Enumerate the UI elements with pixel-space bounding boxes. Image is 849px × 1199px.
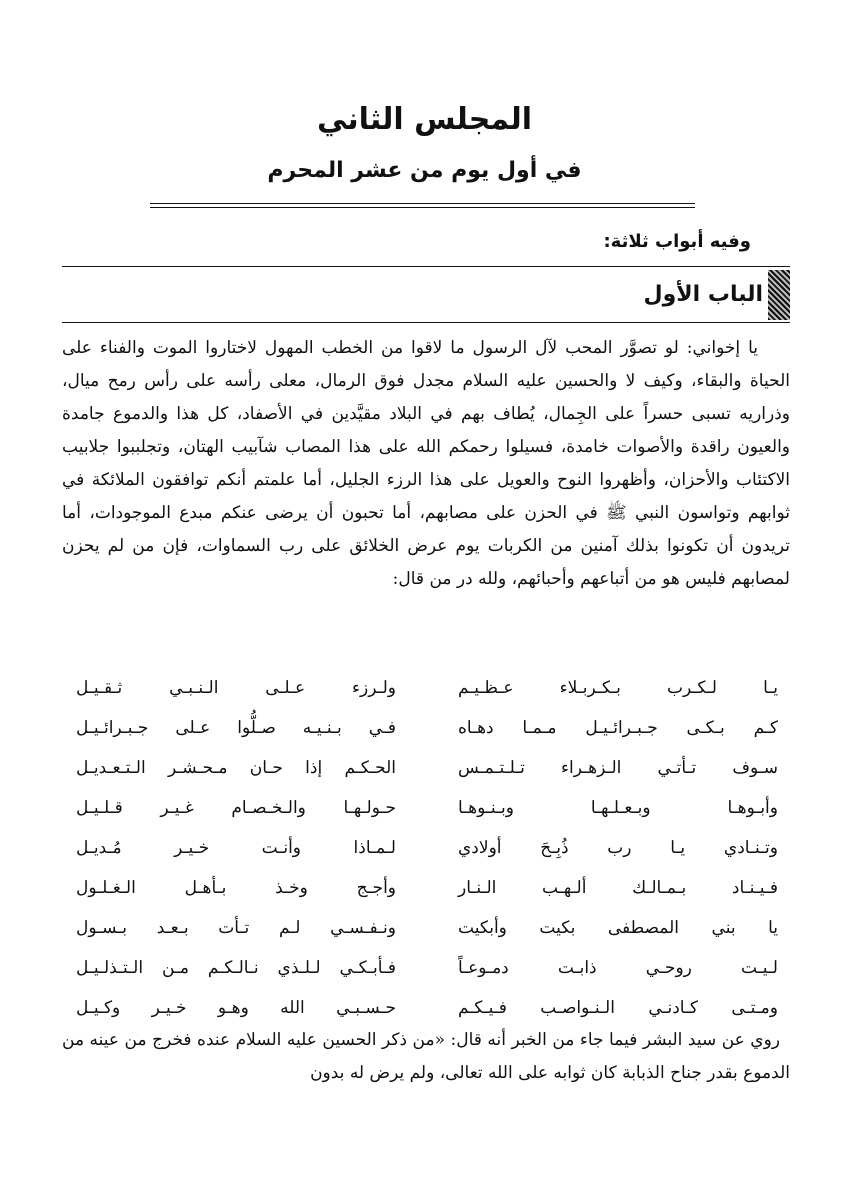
poem-verse xyxy=(62,988,790,1028)
chapter-title: الباب الأول xyxy=(643,282,763,307)
verse-first-hemistich: لـيـت روحـي ذابـت دمـوعـاً xyxy=(458,958,778,978)
poem-verse xyxy=(62,748,790,788)
verse-first-hemistich: كـم بـكـى جـبـرائـيـل مـمـا دهـاه xyxy=(458,718,778,738)
poem-verse xyxy=(62,868,790,908)
verse-second-hemistich: وأجـج وخـذ بـأهـل الـغـلـول xyxy=(76,878,396,898)
verse-first-hemistich: يا بني المصطفى بكيت وأبكيت xyxy=(458,918,778,938)
closing-paragraph: روي عن سيد البشر فيما جاء من الخبر أنه قال: «من ذكر الحسين عليه السلام عنده فخرج من عينه من الدموع بقدر جناح الذبابة كان ثوابه على الله تعالى، ولم يرض له بدون xyxy=(62,1030,790,1083)
title-double-rule xyxy=(150,203,695,208)
verse-second-hemistich: حـولـهـا والـخـصـام غـيـر قـلـيـل xyxy=(76,798,396,818)
poem-verse xyxy=(62,948,790,988)
verse-second-hemistich: لـمـاذا وأنـت خـيـر مُـديـل xyxy=(76,838,396,858)
verse-first-hemistich: وأبـوهـا وبـعـلـهـا وبـنـوهـا xyxy=(458,798,778,818)
verse-second-hemistich: ولـرزء عـلـى الـنـبـي ثـقـيـل xyxy=(76,678,396,698)
verse-second-hemistich: الحـكـم إذا حـان مـحـشـر الـتـعـديـل xyxy=(76,758,396,778)
verse-first-hemistich: وتـنـادي يـا رب ذُبِـحَ أولادي xyxy=(458,838,778,858)
poem-verse xyxy=(62,788,790,828)
poem-verse xyxy=(62,828,790,868)
chapter-rule-top xyxy=(62,266,790,267)
verse-second-hemistich: فـأبـكـي لـلـذي نـالـكـم مـن الـتـذلـيـل xyxy=(76,958,396,978)
closing-text xyxy=(62,1024,790,1090)
chapter-marker-icon xyxy=(768,270,790,320)
verse-first-hemistich: ومـتـى كـادنـي الـنـواصـب فـيـكـم xyxy=(458,998,778,1018)
page-title: المجلس الثاني xyxy=(316,102,533,137)
body-text xyxy=(62,332,790,596)
page-subtitle: في أول يوم من عشر المحرم xyxy=(267,158,582,183)
verse-second-hemistich: فـي بـنـيـه صـلُّوا عـلى جـبـرائـيـل xyxy=(76,718,396,738)
intro-line: وفيه أبواب ثلاثة: xyxy=(603,231,751,252)
verse-first-hemistich: فـيـنـاد بـمـالـك ألـهـب الـنـار xyxy=(458,878,778,898)
verse-first-hemistich: سـوف تـأتـي الـزهـراء تـلـتـمـس xyxy=(458,758,778,778)
chapter-rule-bottom xyxy=(62,322,790,323)
verse-second-hemistich: ونـفـسـي لـم تـأت بـعـد بـسـول xyxy=(76,918,396,938)
poem-verse xyxy=(62,708,790,748)
verse-first-hemistich: يـا لـكـرب بـكـربـلاء عـظـيـم xyxy=(458,678,778,698)
poem-verse xyxy=(62,908,790,948)
poem-verse xyxy=(62,668,790,708)
body-paragraph: يا إخواني: لو تصوَّر المحب لآل الرسول ما لاقوا من الخطب المهول لاختاروا الموت والفناء على الحياة والبقاء، وكيف لا والحسين عليه السلام مجدل فوق الرمال، معلى رأسه على رأس رمح ميال، وذراريه تسبى حسراً على الجِمال، يُطاف بهم في البلاد مقيَّدين في الأصفاد، كل هذا والدموع جامدة والعيون راقدة والأصوات خامدة، فسيلوا رحمكم الله على هذا المصاب شآبيب الهتان، وتجلببوا جلابيب الاكتئاب والأحزان، وأظهروا النوح والعويل على هذا الرزء الجليل، أما علمتم أنكم توافقون الملائكة في ثوابهم وتواسون النبي ﷺ في الحزن على مصابهم، أما تحبون أن يرضى عنكم مبدع الموجودات، أما تريدون أن تكونوا بذلك آمنين من الكربات يوم عرض الخلائق على رب السماوات، فإن من لم يحزن لمصابهم فليس هو من أتباعهم وأحبائهم، ولله در من قال: xyxy=(62,338,790,589)
poem xyxy=(62,668,790,1028)
verse-second-hemistich: حـسـبـي الله وهـو خـيـر وكـيـل xyxy=(76,998,396,1018)
